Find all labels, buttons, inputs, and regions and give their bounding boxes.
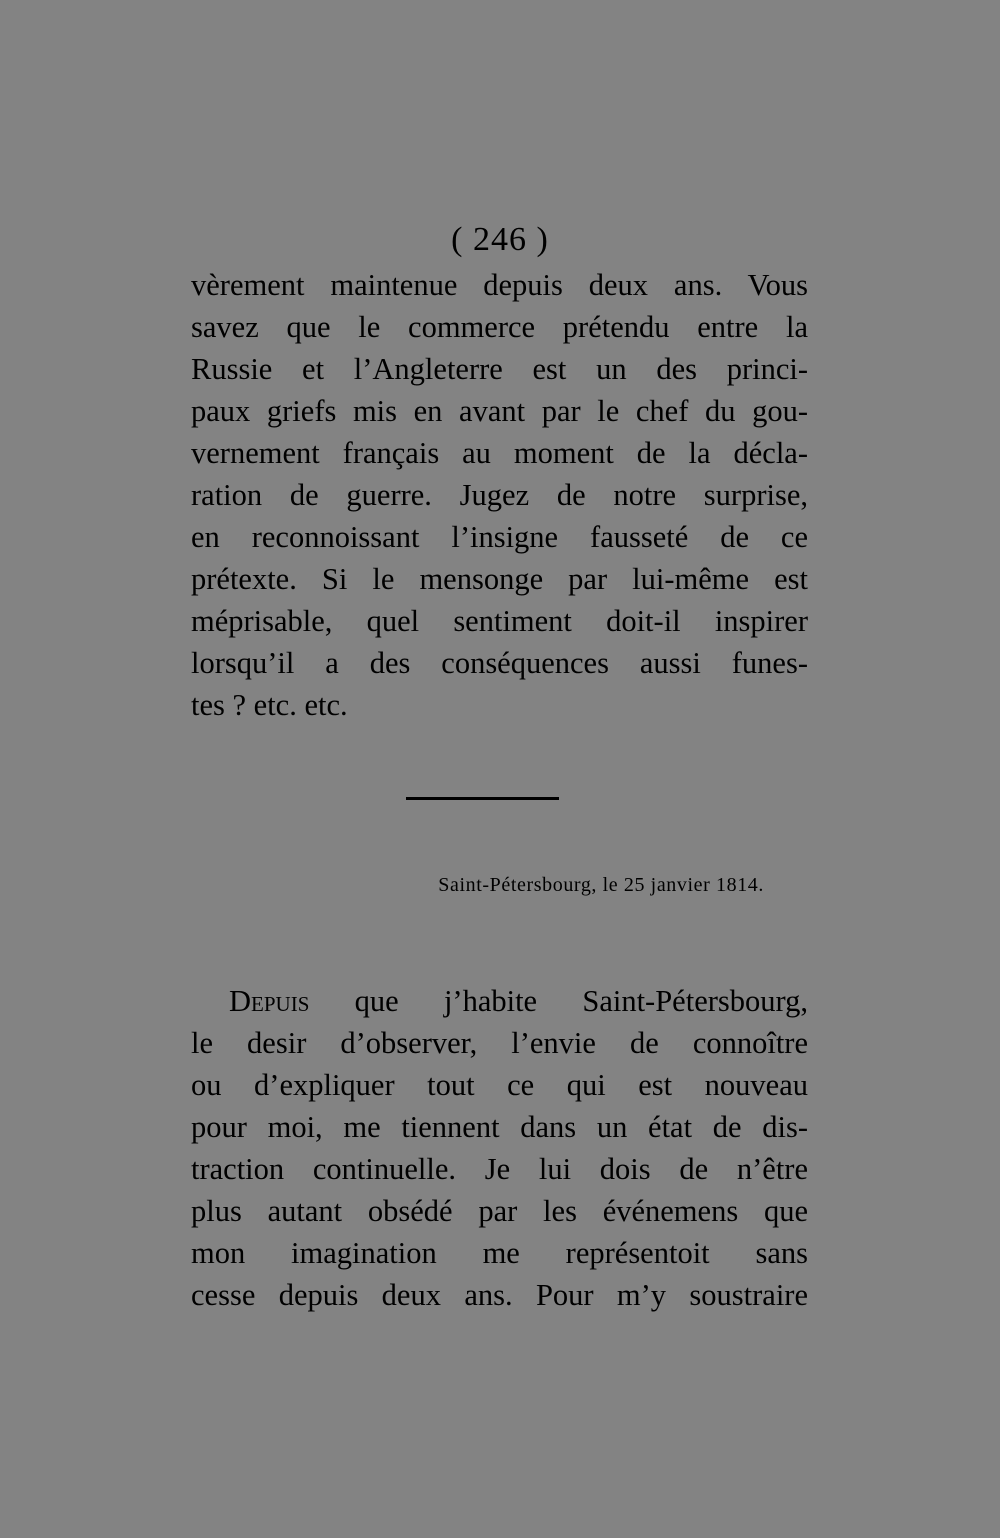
text-line: vèrement maintenue depuis deux ans. Vous xyxy=(191,268,808,302)
text-line: plus autant obsédé par les événemens que xyxy=(191,1194,808,1228)
text-line-first xyxy=(191,980,808,1022)
letter-dateline: Saint-Pétersbourg, le 25 janvier 1814. xyxy=(438,874,764,896)
section-divider xyxy=(406,797,559,800)
text-line: savez que le commerce prétendu entre la xyxy=(191,310,808,344)
text-line: Russie et l’Angleterre est un des princi- xyxy=(191,352,808,386)
text-line: mon imagination me représentoit sans xyxy=(191,1236,808,1270)
text-line: vernement français au moment de la décla- xyxy=(191,436,808,470)
page-number: ( 246 ) xyxy=(451,221,549,258)
text-line: cesse depuis deux ans. Pour m’y soustraire xyxy=(191,1278,808,1312)
text-line: tes ? etc. etc. xyxy=(191,688,348,722)
letter-opening-paragraph xyxy=(191,980,808,1316)
text-line: prétexte. Si le mensonge par lui-même est xyxy=(191,562,808,596)
text-line: en reconnoissant l’insigne fausseté de ce xyxy=(191,520,808,554)
text-line: traction continuelle. Je lui dois de n’être xyxy=(191,1152,808,1186)
text-line: ou d’expliquer tout ce qui est nouveau xyxy=(191,1068,808,1102)
text-line: lorsqu’il a des conséquences aussi funes- xyxy=(191,646,808,680)
opening-line-rest: que j’habite Saint-Pétersbourg, xyxy=(309,984,808,1018)
text-line: ration de guerre. Jugez de notre surprise, xyxy=(191,478,808,512)
text-line: méprisable, quel sentiment doit-il inspirer xyxy=(191,604,808,638)
text-line: le desir d’observer, l’envie de connoître xyxy=(191,1026,808,1060)
text-line: pour moi, me tiennent dans un état de dis- xyxy=(191,1110,808,1144)
text-line: paux griefs mis en avant par le chef du gou- xyxy=(191,394,808,428)
paragraph-continued xyxy=(191,264,808,726)
opening-word: Depuis xyxy=(229,984,310,1018)
